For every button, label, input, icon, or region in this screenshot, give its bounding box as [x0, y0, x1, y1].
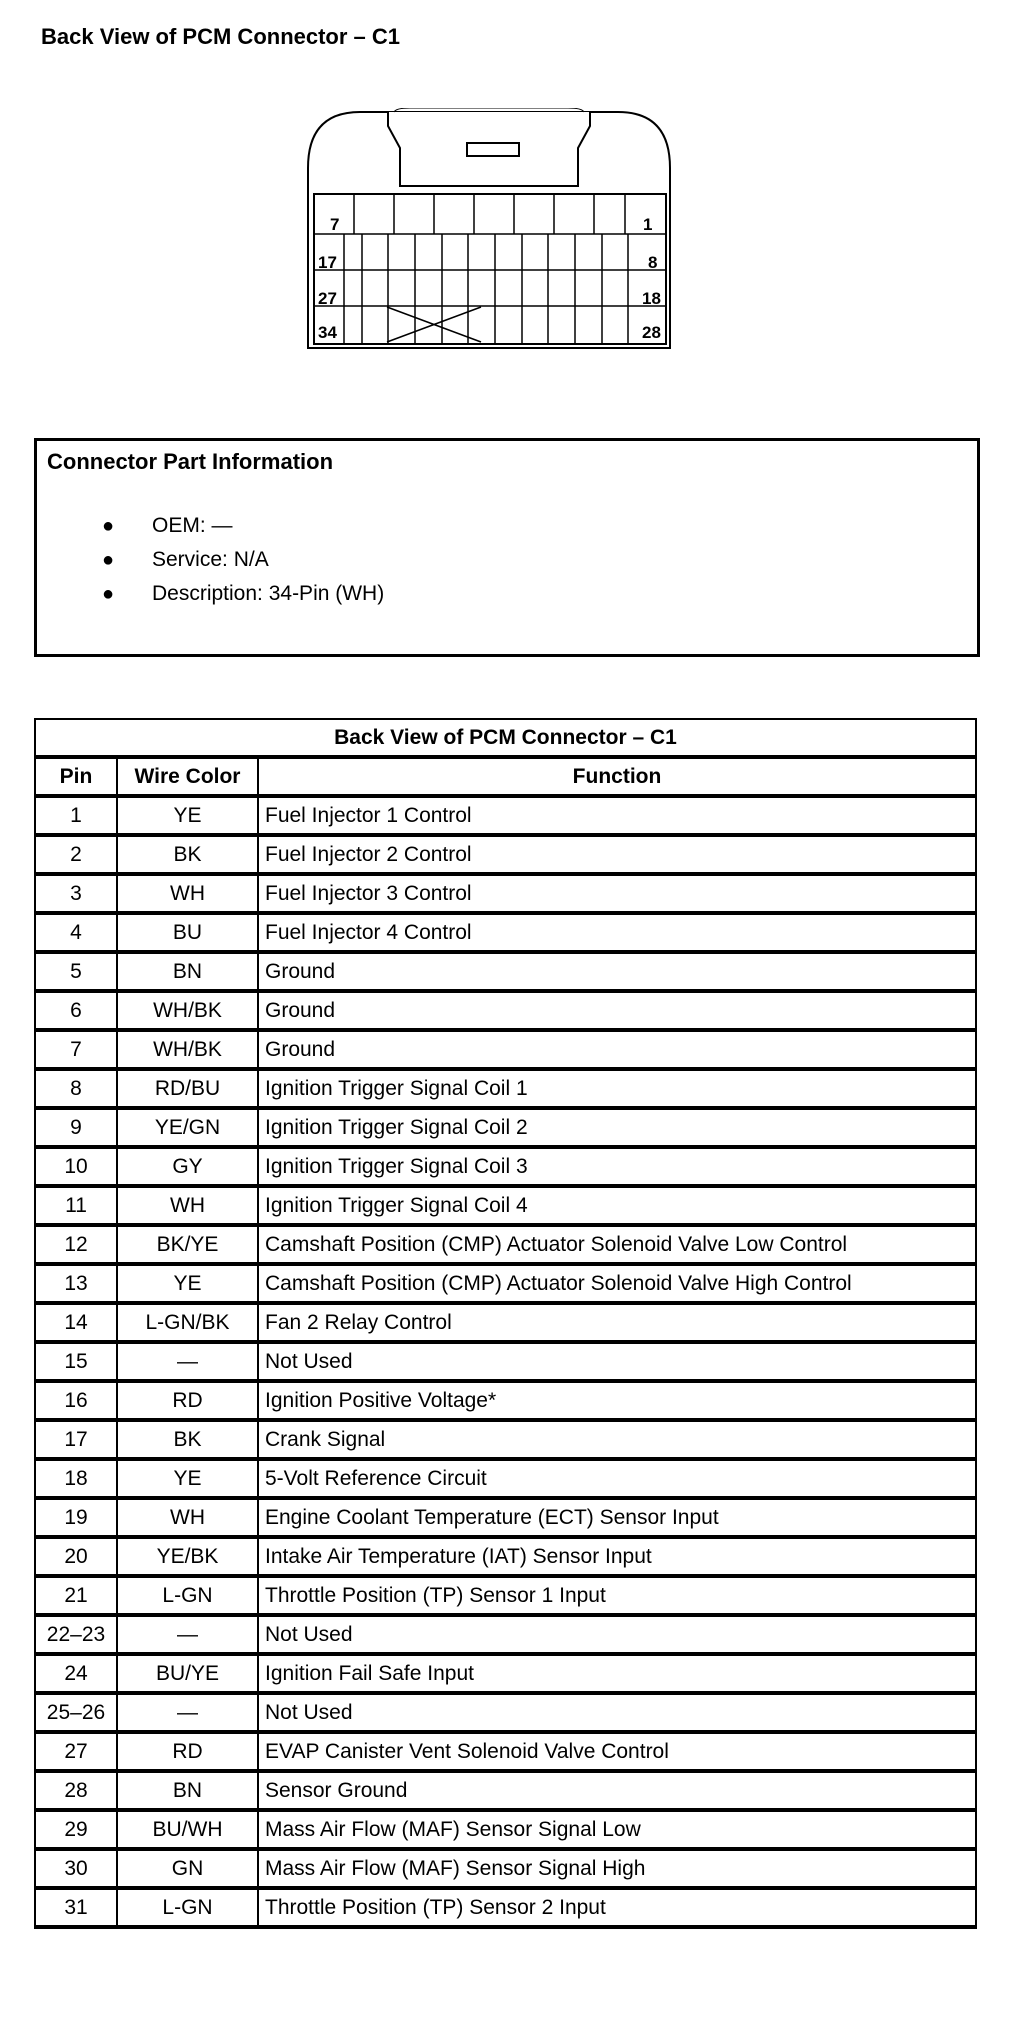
- wire-color-cell: L-GN: [117, 1888, 258, 1927]
- pin-cell: 20: [35, 1537, 117, 1576]
- function-cell: 5-Volt Reference Circuit: [258, 1459, 976, 1498]
- header-pin: Pin: [35, 757, 117, 796]
- table-row: [35, 874, 976, 913]
- wire-color-cell: YE: [117, 1264, 258, 1303]
- function-cell: Ignition Trigger Signal Coil 3: [258, 1147, 976, 1186]
- connector-diagram: [300, 108, 680, 350]
- part-info-title: Connector Part Information: [47, 449, 334, 474]
- pin-cell: 12: [35, 1225, 117, 1264]
- pin-cell: 11: [35, 1186, 117, 1225]
- wire-color-cell: RD: [117, 1732, 258, 1771]
- pin-cell: 4: [35, 913, 117, 952]
- wire-color-cell: —: [117, 1693, 258, 1732]
- table-row: [35, 1108, 976, 1147]
- bullet-icon: ●: [102, 583, 115, 605]
- wire-color-cell: BK/YE: [117, 1225, 258, 1264]
- pin-cell: 28: [35, 1771, 117, 1810]
- part-info-list: [47, 509, 967, 611]
- wire-color-cell: YE: [117, 1459, 258, 1498]
- table-row: [35, 1186, 976, 1225]
- wire-color-cell: WH/BK: [117, 991, 258, 1030]
- pin-cell: 21: [35, 1576, 117, 1615]
- wire-color-cell: BU/YE: [117, 1654, 258, 1693]
- wire-color-cell: YE/BK: [117, 1537, 258, 1576]
- table-row: [35, 1069, 976, 1108]
- function-cell: Throttle Position (TP) Sensor 1 Input: [258, 1576, 976, 1615]
- table-row: [35, 1342, 976, 1381]
- function-cell: Fuel Injector 3 Control: [258, 874, 976, 913]
- wire-color-cell: BK: [117, 1420, 258, 1459]
- table-row: [35, 1303, 976, 1342]
- table-row: [35, 913, 976, 952]
- wire-color-cell: GY: [117, 1147, 258, 1186]
- table-row: [35, 1888, 976, 1927]
- wire-color-cell: —: [117, 1615, 258, 1654]
- wire-color-cell: YE/GN: [117, 1108, 258, 1147]
- function-cell: Crank Signal: [258, 1420, 976, 1459]
- wire-color-cell: BN: [117, 952, 258, 991]
- table-row: [35, 1264, 976, 1303]
- pin-label-27: 27: [318, 289, 337, 308]
- table-row: [35, 952, 976, 991]
- pin-cell: 6: [35, 991, 117, 1030]
- wire-color-cell: YE: [117, 796, 258, 835]
- table-row: [35, 1459, 976, 1498]
- table-row: [35, 1771, 976, 1810]
- table-row: [35, 835, 976, 874]
- part-info-service: ● Service: N/A: [47, 543, 967, 577]
- function-cell: Throttle Position (TP) Sensor 2 Input: [258, 1888, 976, 1927]
- function-cell: Ignition Fail Safe Input: [258, 1654, 976, 1693]
- part-info-oem: ● OEM: —: [47, 509, 967, 543]
- wire-color-cell: L-GN/BK: [117, 1303, 258, 1342]
- function-cell: Fuel Injector 1 Control: [258, 796, 976, 835]
- table-row: [35, 1537, 976, 1576]
- function-cell: Not Used: [258, 1342, 976, 1381]
- table-row: [35, 796, 976, 835]
- header-wire-color: Wire Color: [117, 757, 258, 796]
- function-cell: Not Used: [258, 1615, 976, 1654]
- bullet-icon: ●: [102, 515, 115, 537]
- wire-color-cell: L-GN: [117, 1576, 258, 1615]
- pin-cell: 2: [35, 835, 117, 874]
- pin-cell: 31: [35, 1888, 117, 1927]
- function-cell: Engine Coolant Temperature (ECT) Sensor Input: [258, 1498, 976, 1537]
- wire-color-cell: GN: [117, 1849, 258, 1888]
- page-title: Back View of PCM Connector – C1: [41, 24, 401, 49]
- pin-label-34: 34: [318, 323, 337, 342]
- pin-cell: 16: [35, 1381, 117, 1420]
- pin-label-1: 1: [643, 215, 653, 234]
- pin-cell: 5: [35, 952, 117, 991]
- table-row: [35, 991, 976, 1030]
- pin-cell: 30: [35, 1849, 117, 1888]
- table-row: [35, 1849, 976, 1888]
- function-cell: Mass Air Flow (MAF) Sensor Signal High: [258, 1849, 976, 1888]
- table-row: [35, 1654, 976, 1693]
- wire-color-cell: WH: [117, 1498, 258, 1537]
- table-row: [35, 1732, 976, 1771]
- table-title: Back View of PCM Connector – C1: [35, 719, 976, 757]
- function-cell: Ignition Trigger Signal Coil 4: [258, 1186, 976, 1225]
- function-cell: Camshaft Position (CMP) Actuator Solenoid Valve High Control: [258, 1264, 976, 1303]
- table-row: [35, 1615, 976, 1654]
- wire-color-cell: BK: [117, 835, 258, 874]
- table-row: [35, 1498, 976, 1537]
- wire-color-cell: BU/WH: [117, 1810, 258, 1849]
- function-cell: Ignition Trigger Signal Coil 1: [258, 1069, 976, 1108]
- pin-cell: 17: [35, 1420, 117, 1459]
- pin-cell: 8: [35, 1069, 117, 1108]
- pin-cell: 13: [35, 1264, 117, 1303]
- wire-color-cell: BU: [117, 913, 258, 952]
- table-row: [35, 1576, 976, 1615]
- function-cell: Fuel Injector 2 Control: [258, 835, 976, 874]
- pin-cell: 18: [35, 1459, 117, 1498]
- pin-label-18: 18: [642, 289, 661, 308]
- function-cell: Ground: [258, 952, 976, 991]
- table-row: [35, 1225, 976, 1264]
- pin-cell: 10: [35, 1147, 117, 1186]
- table-row: [35, 1030, 976, 1069]
- pin-label-28: 28: [642, 323, 661, 342]
- pin-cell: 24: [35, 1654, 117, 1693]
- table-row: [35, 1147, 976, 1186]
- pin-cell: 7: [35, 1030, 117, 1069]
- connector-key: [467, 143, 519, 156]
- function-cell: Fuel Injector 4 Control: [258, 913, 976, 952]
- wire-color-cell: WH: [117, 874, 258, 913]
- function-cell: Sensor Ground: [258, 1771, 976, 1810]
- header-function: Function: [258, 757, 976, 796]
- function-cell: Ground: [258, 991, 976, 1030]
- wire-color-cell: WH/BK: [117, 1030, 258, 1069]
- pin-cell: 22–23: [35, 1615, 117, 1654]
- pin-cell: 19: [35, 1498, 117, 1537]
- function-cell: Mass Air Flow (MAF) Sensor Signal Low: [258, 1810, 976, 1849]
- pin-cell: 9: [35, 1108, 117, 1147]
- connector-part-info: [34, 438, 980, 657]
- bullet-icon: ●: [102, 549, 115, 571]
- pin-cell: 25–26: [35, 1693, 117, 1732]
- pin-cell: 29: [35, 1810, 117, 1849]
- function-cell: Ground: [258, 1030, 976, 1069]
- wire-color-cell: BN: [117, 1771, 258, 1810]
- wire-color-cell: WH: [117, 1186, 258, 1225]
- pin-label-17: 17: [318, 253, 337, 272]
- pin-cell: 15: [35, 1342, 117, 1381]
- function-cell: EVAP Canister Vent Solenoid Valve Control: [258, 1732, 976, 1771]
- wire-color-cell: RD/BU: [117, 1069, 258, 1108]
- table-row: [35, 1420, 976, 1459]
- pin-cell: 27: [35, 1732, 117, 1771]
- part-info-description: ● Description: 34-Pin (WH): [47, 577, 967, 611]
- pin-cell: 14: [35, 1303, 117, 1342]
- pin-label-8: 8: [648, 253, 658, 272]
- table-row: [35, 1810, 976, 1849]
- function-cell: Camshaft Position (CMP) Actuator Solenoid Valve Low Control: [258, 1225, 976, 1264]
- pin-label-7: 7: [330, 215, 340, 234]
- table-row: [35, 1381, 976, 1420]
- function-cell: Fan 2 Relay Control: [258, 1303, 976, 1342]
- pin-cell: 1: [35, 796, 117, 835]
- pin-grid: [314, 194, 666, 344]
- wire-color-cell: —: [117, 1342, 258, 1381]
- function-cell: Intake Air Temperature (IAT) Sensor Input: [258, 1537, 976, 1576]
- wire-color-cell: RD: [117, 1381, 258, 1420]
- function-cell: Not Used: [258, 1693, 976, 1732]
- pin-table: [34, 718, 977, 1929]
- table-row: [35, 1693, 976, 1732]
- function-cell: Ignition Positive Voltage*: [258, 1381, 976, 1420]
- pin-cell: 3: [35, 874, 117, 913]
- function-cell: Ignition Trigger Signal Coil 2: [258, 1108, 976, 1147]
